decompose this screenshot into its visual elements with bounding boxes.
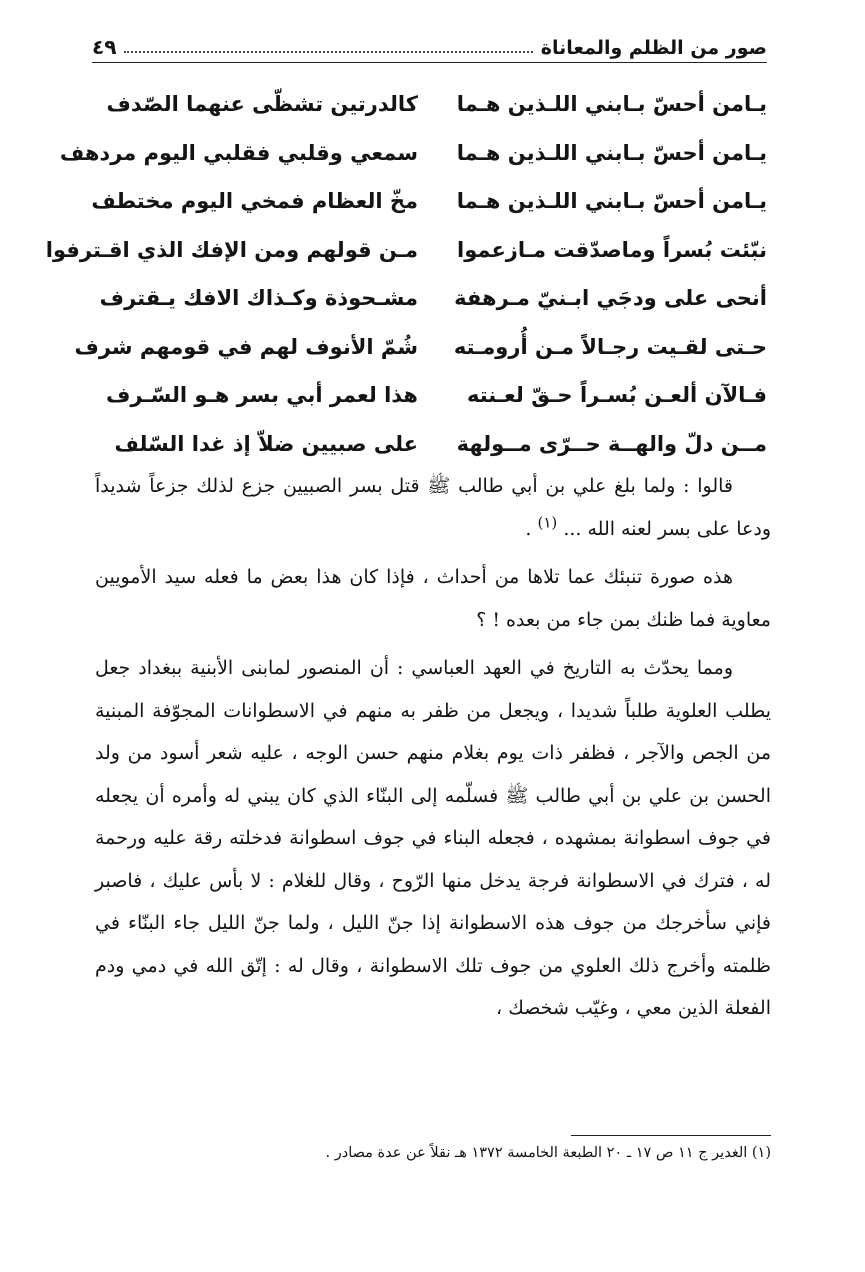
paragraph-end-punctuation: . <box>525 517 538 540</box>
paragraph <box>95 465 771 550</box>
paragraph <box>95 556 771 641</box>
paragraph-text: ومما يحدّث به التاريخ في العهد العباسي : أن المنصور لمابنى الأبنية ببغداد جعل يطلب العلوية طلباً شديدا ، ويجعل من ظفر به منهم في الاسطوانات المجوّفة المبنية من الجص والآجر ، فظفر ذات يوم بغلام منهم حسن الوجه ، عليه شعر أسود من ولد الحسن بن علي بن أبي طالب ﷺ فسلّمه إلى البنّاء الذي كان يبني له وأمره أن يجعله في جوف اسطوانة بمشهده ، فجعله البناء في جوف اسطوانة فدخلته رقة عليه ورحمة له ، فترك في الاسطوانة فرجة يدخل منها الرّوح ، وقال للغلام : لا بأس عليك ، فاصبر فإني سأخرجك من جوف هذه الاسطوانة إذا جنّ الليل ، ولما جنّ الليل جاء البنّاء في ظلمته وأخرج ذلك العلوي من جوف تلك الاسطوانة ، وقال له : إتّق الله في دمي ودم الفعلة الذين معي ، وغيّب شخصك ، <box>95 657 771 1019</box>
poem-verse <box>59 129 767 178</box>
verse-first-hemistich: نبّئت بُسراً وماصدّقت مـازعموا <box>457 237 767 262</box>
verse-second-hemistich: على صبيين ضلاّ إذ غدا السّلف <box>114 431 418 456</box>
header-leader-dots <box>124 51 532 53</box>
poem-verse <box>91 177 767 226</box>
poem-verse <box>106 371 767 420</box>
verse-first-hemistich: مــن دلّ والهــة حــرّى مــولهة <box>456 431 767 456</box>
verse-first-hemistich: يـامن أحسّ بـابني اللـذين هـما <box>456 92 767 117</box>
footnote-separator <box>571 1135 771 1136</box>
verse-first-hemistich: حـتى لقـيت رجـالاً مـن أُرومـته <box>453 334 767 359</box>
verse-second-hemistich: هذا لعمر أبي بسر هـو السّـرف <box>106 383 418 408</box>
footnote: (١) الغدير ج ١١ ص ١٧ ـ ٢٠ الطبعة الخامسة ١٣٧٢ هـ نقلاً عن عدة مصادر . <box>325 1145 771 1161</box>
verse-second-hemistich: مـن قولهم ومن الإفك الذي اقـترفوا <box>45 237 418 262</box>
page-number: ٤٩ <box>92 35 117 59</box>
paragraph-text: هذه صورة تنبئك عما تلاها من أحداث ، فإذا كان هذا بعض ما فعله سيد الأمويين معاوية فما ظنك بمن جاء من بعده ! ؟ <box>95 566 771 631</box>
body-text <box>95 465 771 1030</box>
poem-verse <box>99 274 767 323</box>
poem <box>45 80 767 468</box>
verse-first-hemistich: أنحى على ودجَي ابـنيّ مـرهفة <box>454 286 767 311</box>
verse-second-hemistich: مخّ العظام فمخي اليوم مختطف <box>91 189 418 214</box>
footnote-reference[interactable]: (١) <box>537 513 558 532</box>
verse-first-hemistich: فـالآن ألعـن بُسـراً حـقّ لعـنته <box>467 383 767 408</box>
poem-verse <box>45 226 767 275</box>
verse-second-hemistich: شُمّ الأنوف لهم في قومهم شرف <box>74 334 418 359</box>
paragraph-text: قالوا : ولما بلغ علي بن أبي طالب ﷺ قتل بسر الصبيين جزع لذلك جزعاً شديداً ودعا على بسر لعنه الله ... <box>95 475 771 540</box>
poem-verse <box>74 323 767 372</box>
verse-second-hemistich: سمعي وقلبي فقلبي اليوم مردهف <box>59 140 418 165</box>
verse-second-hemistich: كالدرتين تشظّى عنهما الصّدف <box>106 92 418 117</box>
header-title: صور من الظلم والمعاناة <box>540 37 767 59</box>
paragraph <box>95 647 771 1030</box>
verse-second-hemistich: مشـحوذة وكـذاك الافك يـقترف <box>99 286 418 311</box>
verse-first-hemistich: يـامن أحسّ بـابني اللـذين هـما <box>456 189 767 214</box>
running-header <box>92 32 767 63</box>
poem-verse <box>106 80 767 129</box>
verse-first-hemistich: يـامن أحسّ بـابني اللـذين هـما <box>456 140 767 165</box>
poem-verse <box>114 420 767 469</box>
